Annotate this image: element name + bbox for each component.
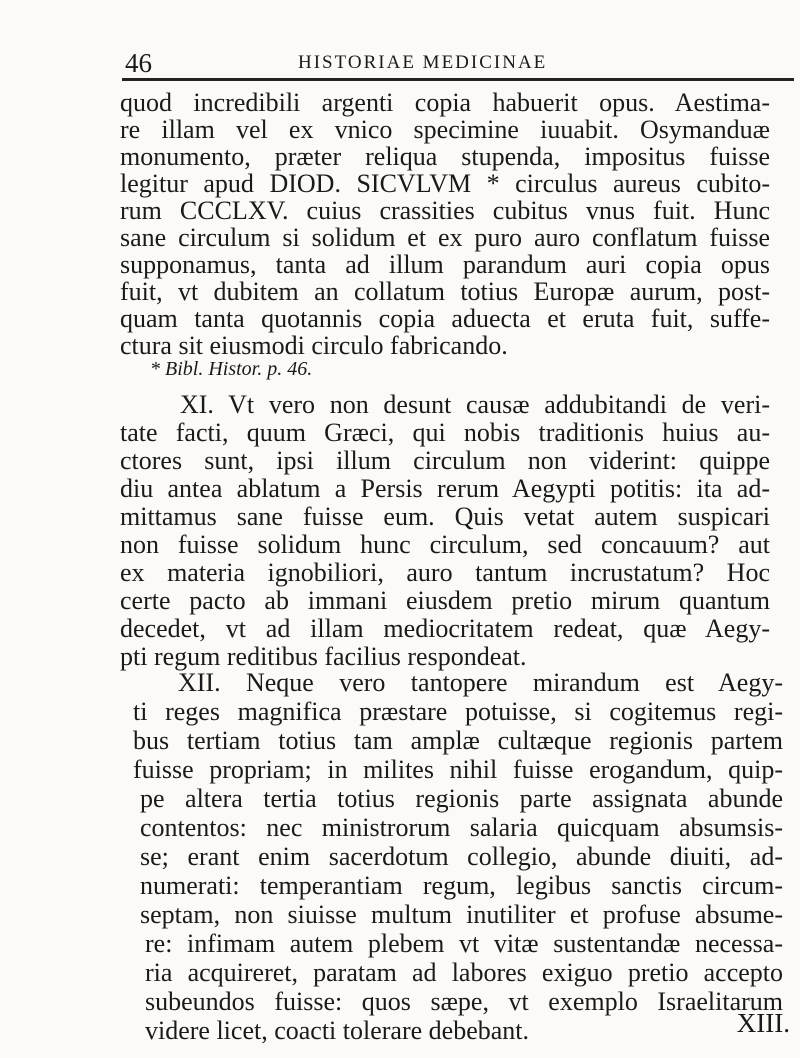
running-title: HISTORIAE MEDICINAE: [298, 52, 548, 73]
body-line: fuit, vt dubitem an collatum totius Europæ aurum, post-: [120, 277, 770, 306]
body-line: non fuisse solidum hunc circulum, sed concauum? aut: [120, 530, 770, 559]
body-line: se; erant enim sacerdotum collegio, abunde diuiti, ad-: [140, 842, 783, 871]
body-line: monumento, præter reliqua stupenda, impositus fuisse: [120, 142, 770, 171]
body-line: bus tertiam totius tam amplæ cultæque regionis partem: [133, 726, 783, 755]
body-line: videre licet, coacti tolerare debebant.: [145, 1016, 530, 1045]
body-line: mittamus sane fuisse eum. Quis vetat autem suspicari: [120, 502, 770, 531]
body-line: ctores sunt, ipsi illum circulum non viderint: quippe: [120, 446, 770, 475]
body-line: re illam vel ex vnico specimine iuuabit. Osymanduæ: [120, 115, 770, 144]
body-line: sane circulum si solidum et ex puro auro conflatum fuisse: [120, 223, 770, 252]
body-line: ti reges magnifica præstare potuisse, si cogitemus regi-: [133, 697, 783, 726]
section-xi-first-line: XI. Vt vero non desunt causæ addubitandi de veri-: [180, 390, 770, 419]
body-line: numerati: temperantiam regum, legibus sanctis circum-: [140, 871, 783, 900]
body-line: ex materia ignobiliori, auro tantum incrustatum? Hoc: [120, 558, 770, 587]
footnote: * Bibl. Histor. p. 46.: [150, 358, 313, 380]
body-line: re: infimam autem plebem vt vitæ sustentandæ necessa-: [145, 929, 783, 958]
page-number: 46: [125, 48, 152, 78]
body-line: diu antea ablatum a Persis rerum Aegypti potitis: ita ad-: [120, 474, 770, 503]
body-line: pti regum reditibus facilius respondeat.: [120, 642, 527, 671]
section-xii-first-line: XII. Neque vero tantopere mirandum est Aegy-: [178, 668, 783, 697]
body-line: rum CCCLXV. cuius crassities cubitus vnus fuit. Hunc: [120, 196, 770, 225]
body-line: decedet, vt ad illam mediocritatem redeat, quæ Aegy-: [120, 614, 770, 643]
body-line: certe pacto ab immani eiusdem pretio mirum quantum: [120, 586, 770, 615]
body-line: ctura sit eiusmodi circulo fabricando.: [120, 331, 508, 360]
body-line: contentos: nec ministrorum salaria quicquam absumsis-: [140, 813, 783, 842]
body-line: pe altera tertia totius regionis parte assignata abunde: [140, 784, 783, 813]
body-line: fuisse propriam; in milites nihil fuisse erogandum, quip-: [133, 755, 783, 784]
header-rule: [122, 78, 794, 81]
body-line: quod incredibili argenti copia habuerit opus. Aestima-: [120, 88, 770, 117]
catchword: XIII.: [736, 1008, 790, 1038]
body-line: legitur apud DIOD. SICVLVM * circulus aureus cubito-: [120, 169, 770, 198]
body-line: subeundos fuisse: quos sæpe, vt exemplo Israelitarum: [145, 987, 783, 1016]
body-line: septam, non siuisse multum inutiliter et profuse absume-: [140, 900, 783, 929]
body-line: quam tanta quotannis copia aduecta et eruta fuit, suffe-: [120, 304, 770, 333]
body-line: tate facti, quum Græci, qui nobis traditionis huius au-: [120, 418, 770, 447]
body-line: supponamus, tanta ad illum parandum auri copia opus: [120, 250, 770, 279]
body-line: ria acquireret, paratam ad labores exiguo pretio accepto: [145, 958, 783, 987]
